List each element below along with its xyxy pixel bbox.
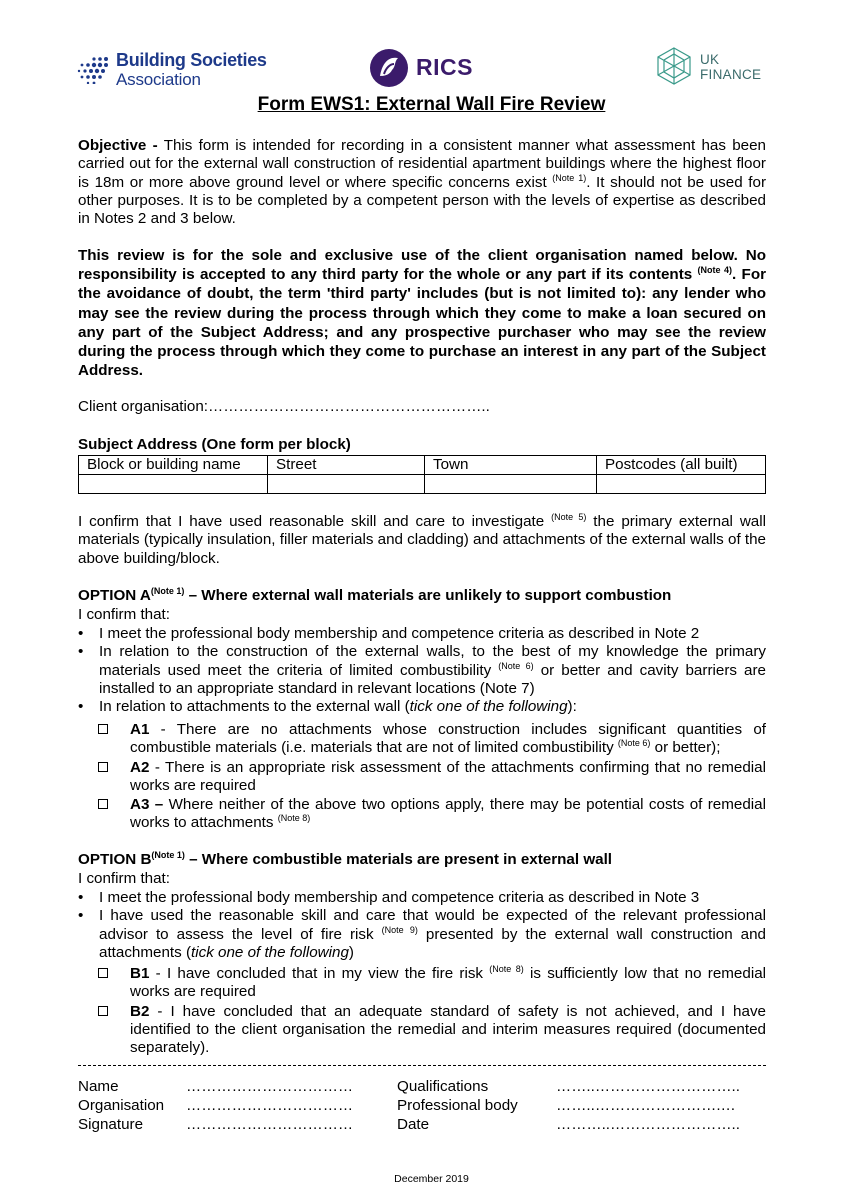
subject-address-heading: Subject Address (One form per block) bbox=[78, 436, 351, 453]
choice-b1 bbox=[98, 965, 766, 1002]
b2-label: B2 bbox=[130, 1002, 150, 1020]
signature-label: Signature bbox=[78, 1116, 144, 1133]
option-b-label: OPTION B bbox=[78, 851, 152, 868]
option-a-bullet3-text: In relation to attachments to the external wall ( bbox=[99, 698, 410, 716]
qualifications-field[interactable]: ……..……………………….. bbox=[556, 1078, 740, 1095]
a2-text: - There is an appropriate risk assessment of the attachments confirming that no remedial works are required bbox=[130, 758, 766, 794]
street-cell[interactable] bbox=[268, 475, 425, 494]
option-a-label: OPTION A bbox=[78, 587, 151, 604]
option-a-bullet2-text: In relation to the construction of the external walls, to the best of my knowledge the primary materials used meet the criteria of limited combustibility bbox=[99, 643, 766, 679]
choice-b2 bbox=[98, 1003, 766, 1058]
bullet-icon: • bbox=[78, 698, 84, 716]
name-field[interactable]: …………………………… bbox=[186, 1078, 354, 1095]
professional-body-label: Professional body bbox=[397, 1097, 518, 1114]
choice-a2 bbox=[98, 759, 766, 796]
a1-text-end: or better); bbox=[650, 739, 721, 757]
client-organisation-field[interactable]: Client organisation:……………………………………………….. bbox=[78, 398, 490, 415]
b1-label: B1 bbox=[130, 965, 150, 982]
signature-right-fields bbox=[556, 1077, 740, 1134]
bullet-icon: • bbox=[78, 643, 84, 661]
list-item bbox=[78, 889, 766, 907]
a1-label: A1 bbox=[130, 721, 150, 738]
option-b-bullet2-text: I have used the reasonable skill and care that would be expected of the relevant professional advisor to assess the level of fire risk bbox=[99, 907, 766, 943]
block-name-cell[interactable] bbox=[79, 475, 268, 494]
confirm-paragraph bbox=[78, 513, 766, 568]
column-header: Street bbox=[268, 456, 425, 475]
option-a-bullet1-text: I meet the professional body membership and competence criteria as described in Note 2 bbox=[99, 625, 700, 642]
disclaimer-paragraph bbox=[78, 246, 766, 380]
subject-address-table bbox=[78, 455, 766, 494]
uk-finance-logo bbox=[654, 46, 774, 90]
option-a-intro: I confirm that: bbox=[78, 606, 171, 623]
option-a-bullets bbox=[78, 625, 766, 716]
a2-label: A2 bbox=[130, 758, 150, 776]
option-a-note: (Note 1) bbox=[150, 585, 185, 596]
objective-label: Objective - bbox=[78, 137, 158, 154]
checkbox-a2[interactable] bbox=[98, 762, 108, 772]
uk-finance-logo-text bbox=[700, 52, 761, 82]
choice-a1 bbox=[98, 721, 766, 758]
rics-lion-icon bbox=[368, 46, 410, 88]
checkbox-b1[interactable] bbox=[98, 968, 108, 978]
option-b-bullet2-italic: tick one of the following bbox=[191, 943, 349, 961]
postcodes-cell[interactable] bbox=[597, 475, 766, 494]
checkbox-a3[interactable] bbox=[98, 799, 108, 809]
table-header-row bbox=[79, 456, 766, 475]
list-item bbox=[78, 643, 766, 698]
uk-finance-line1: UK bbox=[700, 52, 720, 67]
choice-a3 bbox=[98, 796, 766, 833]
objective-text: This form is intended for recording in a consistent manner what assessment has been carried out for the external wall construction of residential apartment buildings where the highest floor is 18m or more above ground level or where specific concerns exist bbox=[78, 137, 766, 191]
bsa-logo-line1: Building Societies bbox=[116, 50, 267, 70]
option-a-bullet3-text-end: ): bbox=[567, 698, 577, 716]
option-b-heading bbox=[78, 851, 612, 868]
option-b-intro: I confirm that: bbox=[78, 870, 171, 887]
organisation-field[interactable]: …………………………… bbox=[186, 1097, 354, 1114]
bsa-logo bbox=[76, 50, 286, 92]
signature-left-labels bbox=[78, 1077, 164, 1134]
date-field[interactable]: ………..…………………….. bbox=[556, 1116, 740, 1133]
town-cell[interactable] bbox=[425, 475, 597, 494]
disclaimer-text-end: . For the avoidance of doubt, the term 'third party' includes (but is not limited to): any lender who may see the review during the process through which they come to make a loan secured on any part of the Subject Address; and any prospective purchaser who may see the review during the process through which they come to purchase an interest in any part of the Subject Address. bbox=[78, 266, 767, 380]
option-a-heading bbox=[78, 587, 671, 604]
option-a-bullet2-text-end: or better and cavity barriers are installed to an appropriate standard in relevant locations (Note 7) bbox=[99, 661, 766, 697]
checkbox-b2[interactable] bbox=[98, 1006, 108, 1016]
bsa-dots-icon bbox=[76, 56, 110, 84]
list-item bbox=[78, 698, 766, 716]
option-b-bullet2-note: (Note 9) bbox=[381, 924, 418, 935]
signature-field[interactable]: …………………………… bbox=[186, 1116, 354, 1133]
bullet-icon: • bbox=[78, 889, 84, 906]
a1-note: (Note 6) bbox=[617, 738, 651, 749]
table-row bbox=[79, 475, 766, 494]
a3-text: Where neither of the above two options apply, there may be potential costs of remedial works to attachments bbox=[130, 796, 766, 832]
section-divider bbox=[78, 1065, 766, 1066]
b2-text: - I have concluded that an adequate standard of safety is not achieved, and I have identified to the client organisation the remedial and interim measures required (documented separately). bbox=[130, 1002, 766, 1057]
option-b-bullets bbox=[78, 889, 766, 962]
uk-finance-line2: FINANCE bbox=[700, 67, 762, 82]
organisation-label: Organisation bbox=[78, 1097, 165, 1114]
bullet-icon: • bbox=[78, 625, 84, 642]
signature-right-labels bbox=[397, 1077, 518, 1134]
option-b-bullet2-text-end: ) bbox=[348, 943, 354, 961]
list-item bbox=[78, 907, 766, 962]
option-b-bullet2-text-mid: presented by the external wall construction and attachments ( bbox=[99, 925, 766, 961]
bsa-logo-line2: Association bbox=[116, 70, 201, 89]
a3-label: A3 – bbox=[130, 796, 164, 814]
bullet-icon: • bbox=[78, 907, 84, 925]
date-label: Date bbox=[397, 1116, 430, 1133]
signature-left-fields bbox=[186, 1077, 353, 1134]
form-title: Form EWS1: External Wall Fire Review bbox=[257, 94, 606, 115]
disclaimer-note: (Note 4) bbox=[697, 265, 733, 276]
column-header: Postcodes (all built) bbox=[597, 456, 766, 475]
checkbox-a1[interactable] bbox=[98, 724, 108, 734]
footer-date: December 2019 bbox=[394, 1173, 469, 1185]
rics-logo bbox=[368, 46, 488, 90]
objective-paragraph bbox=[78, 137, 766, 228]
option-b-note: (Note 1) bbox=[151, 849, 185, 860]
b1-note: (Note 8) bbox=[489, 963, 524, 974]
confirm-text-end: the primary external wall materials (typically insulation, filler materials and cladding) and attachments of the external walls of the above building/block. bbox=[78, 513, 766, 567]
a1-text: - There are no attachments whose construction includes significant quantities of combustible materials (i.e. materials that are not of limited combustibility bbox=[130, 721, 766, 757]
uk-finance-emblem-icon bbox=[654, 46, 694, 86]
confirm-text: I confirm that I have used reasonable skill and care to investigate bbox=[78, 513, 552, 530]
b1-text-end: is sufficiently low that no remedial works are required bbox=[130, 965, 767, 1001]
objective-text-end: . It should not be used for other purposes. It is to be completed by a competent person with the levels of expertise as described in Notes 2 and 3 below. bbox=[78, 173, 766, 228]
option-a-bullet2-note: (Note 6) bbox=[498, 660, 534, 671]
disclaimer-text: This review is for the sole and exclusive use of the client organisation named below. No responsibility is accepted to any third party for the whole or any part if its contents bbox=[78, 247, 766, 284]
name-label: Name bbox=[78, 1078, 119, 1095]
option-b-bullet1-text: I meet the professional body membership and competence criteria as described in Note 3 bbox=[99, 889, 700, 906]
option-b-choices bbox=[98, 965, 766, 1058]
qualifications-label: Qualifications bbox=[397, 1078, 489, 1095]
list-item bbox=[78, 625, 766, 643]
a3-note: (Note 8) bbox=[277, 813, 311, 824]
column-header: Town bbox=[425, 456, 597, 475]
confirm-note: (Note 5) bbox=[551, 511, 587, 522]
column-header: Block or building name bbox=[79, 456, 268, 475]
b1-text: - I have concluded that in my view the fire risk bbox=[149, 965, 490, 982]
rics-logo-text: RICS bbox=[416, 54, 473, 80]
objective-note: (Note 1) bbox=[552, 172, 587, 183]
option-a-choices bbox=[98, 721, 766, 834]
option-a-heading-text: – Where external wall materials are unlikely to support combustion bbox=[184, 587, 672, 604]
option-a-bullet3-italic: tick one of the following bbox=[409, 698, 568, 716]
professional-body-field[interactable]: ……..…………………….… bbox=[556, 1097, 736, 1114]
option-b-heading-text: – Where combustible materials are present in external wall bbox=[184, 851, 613, 868]
